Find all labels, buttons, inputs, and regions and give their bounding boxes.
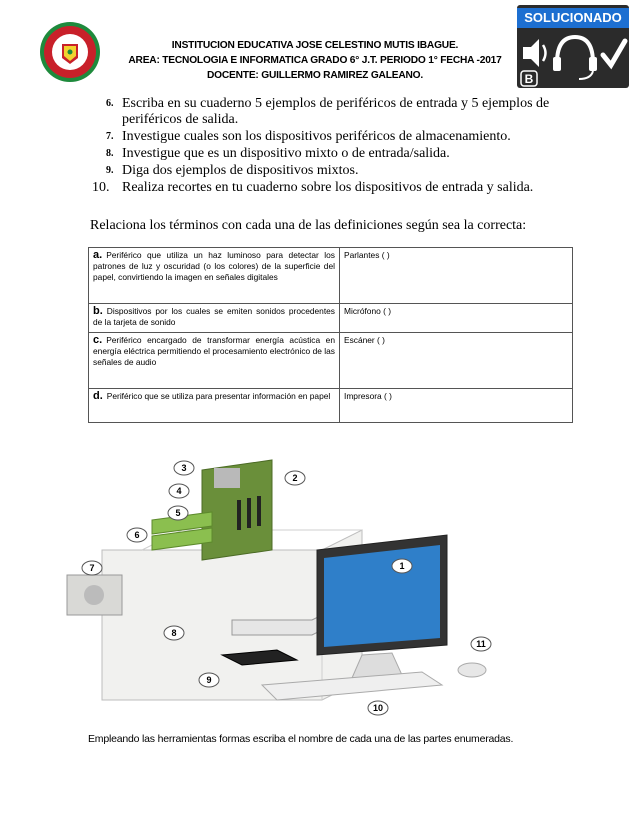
table-row <box>89 389 573 423</box>
svg-text:3: 3 <box>181 463 187 473</box>
question-item: 10. Realiza recortes en tu cuaderno sobre los dispositivos de entrada y salida. <box>92 180 534 195</box>
table-row <box>89 333 573 389</box>
answer-cell: Micrófono ( ) <box>340 304 573 333</box>
callout-2 <box>285 471 305 485</box>
question-item: 8. Investigue que es un dispositivo mixto o de entrada/salida. <box>106 146 450 161</box>
svg-text:4: 4 <box>176 486 182 496</box>
footer-instruction: Empleando las herramientas formas escriba el nombre de cada una de las partes enumeradas. <box>88 733 514 745</box>
callout-1 <box>392 559 412 573</box>
solved-badge <box>517 5 629 88</box>
svg-text:11: 11 <box>476 639 486 649</box>
table-row <box>89 304 573 333</box>
definition-cell: b. Dispositivos por los cuales se emiten sonidos procedentes de la tarjeta de sonido <box>89 304 340 333</box>
callout-7 <box>82 561 102 575</box>
svg-text:7: 7 <box>89 563 95 573</box>
svg-text:9: 9 <box>206 675 212 685</box>
table-row <box>89 248 573 304</box>
definition-cell: a. Periférico que utiliza un haz luminoso para detectar los patrones de luz y oscuridad (o los colores) de la superficie del papel, convirtiendo la imagen en señales digitales <box>89 248 340 304</box>
callout-3 <box>174 461 194 475</box>
callout-4 <box>169 484 189 498</box>
question-item: 9. Diga dos ejemplos de dispositivos mixtos. <box>106 163 359 178</box>
question-item: 7. Investigue cuales son los dispositivos periféricos de almacenamiento. <box>106 129 511 144</box>
definition-cell: c. Periférico encargado de transformar energía acústica en energía eléctrica permitiendo el procesamiento electrónico de las señales de audio <box>89 333 340 389</box>
answer-cell: Escáner ( ) <box>340 333 573 389</box>
question-list <box>92 96 570 197</box>
header-school-name: INSTITUCION EDUCATIVA JOSE CELESTINO MUTIS IBAGUE. <box>171 40 459 51</box>
callout-9 <box>199 673 219 687</box>
svg-text:8: 8 <box>171 628 177 638</box>
definition-cell: d. Periférico que se utiliza para presentar información en papel <box>89 389 340 423</box>
svg-text:5: 5 <box>175 508 181 518</box>
headset-icon <box>553 37 597 79</box>
relate-instruction: Relaciona los términos con cada una de las definiciones según sea la correcta: <box>90 218 527 233</box>
badge-title: SOLUCIONADO <box>517 8 629 28</box>
question-item: 6. Escriba en su cuaderno 5 ejemplos de periféricos de entrada y 5 ejemplos de periféricos de salida. <box>106 96 550 127</box>
callout-5 <box>168 506 188 520</box>
computer-parts-illustration <box>62 450 502 720</box>
svg-text:10: 10 <box>372 703 384 713</box>
answer-cell: Impresora ( ) <box>340 389 573 423</box>
svg-text:2: 2 <box>292 473 298 483</box>
definitions-table <box>88 247 573 423</box>
checkmark-icon <box>603 41 625 65</box>
speaker-icon <box>523 39 546 67</box>
svg-text:1: 1 <box>399 561 405 571</box>
callout-10 <box>368 701 388 715</box>
callout-6 <box>127 528 147 542</box>
callout-8 <box>164 626 184 640</box>
badge-letter: B <box>524 72 534 86</box>
header-teacher: DOCENTE: GUILLERMO RAMIREZ GALEANO. <box>207 70 423 81</box>
header-area: AREA: TECNOLOGIA E INFORMATICA GRADO 6° J.T. PERIODO 1° FECHA -2017 <box>128 55 502 66</box>
callout-11 <box>471 637 491 651</box>
svg-text:6: 6 <box>134 530 140 540</box>
document-header <box>120 38 510 83</box>
answer-cell: Parlantes ( ) <box>340 248 573 304</box>
school-crest-icon <box>22 18 118 86</box>
